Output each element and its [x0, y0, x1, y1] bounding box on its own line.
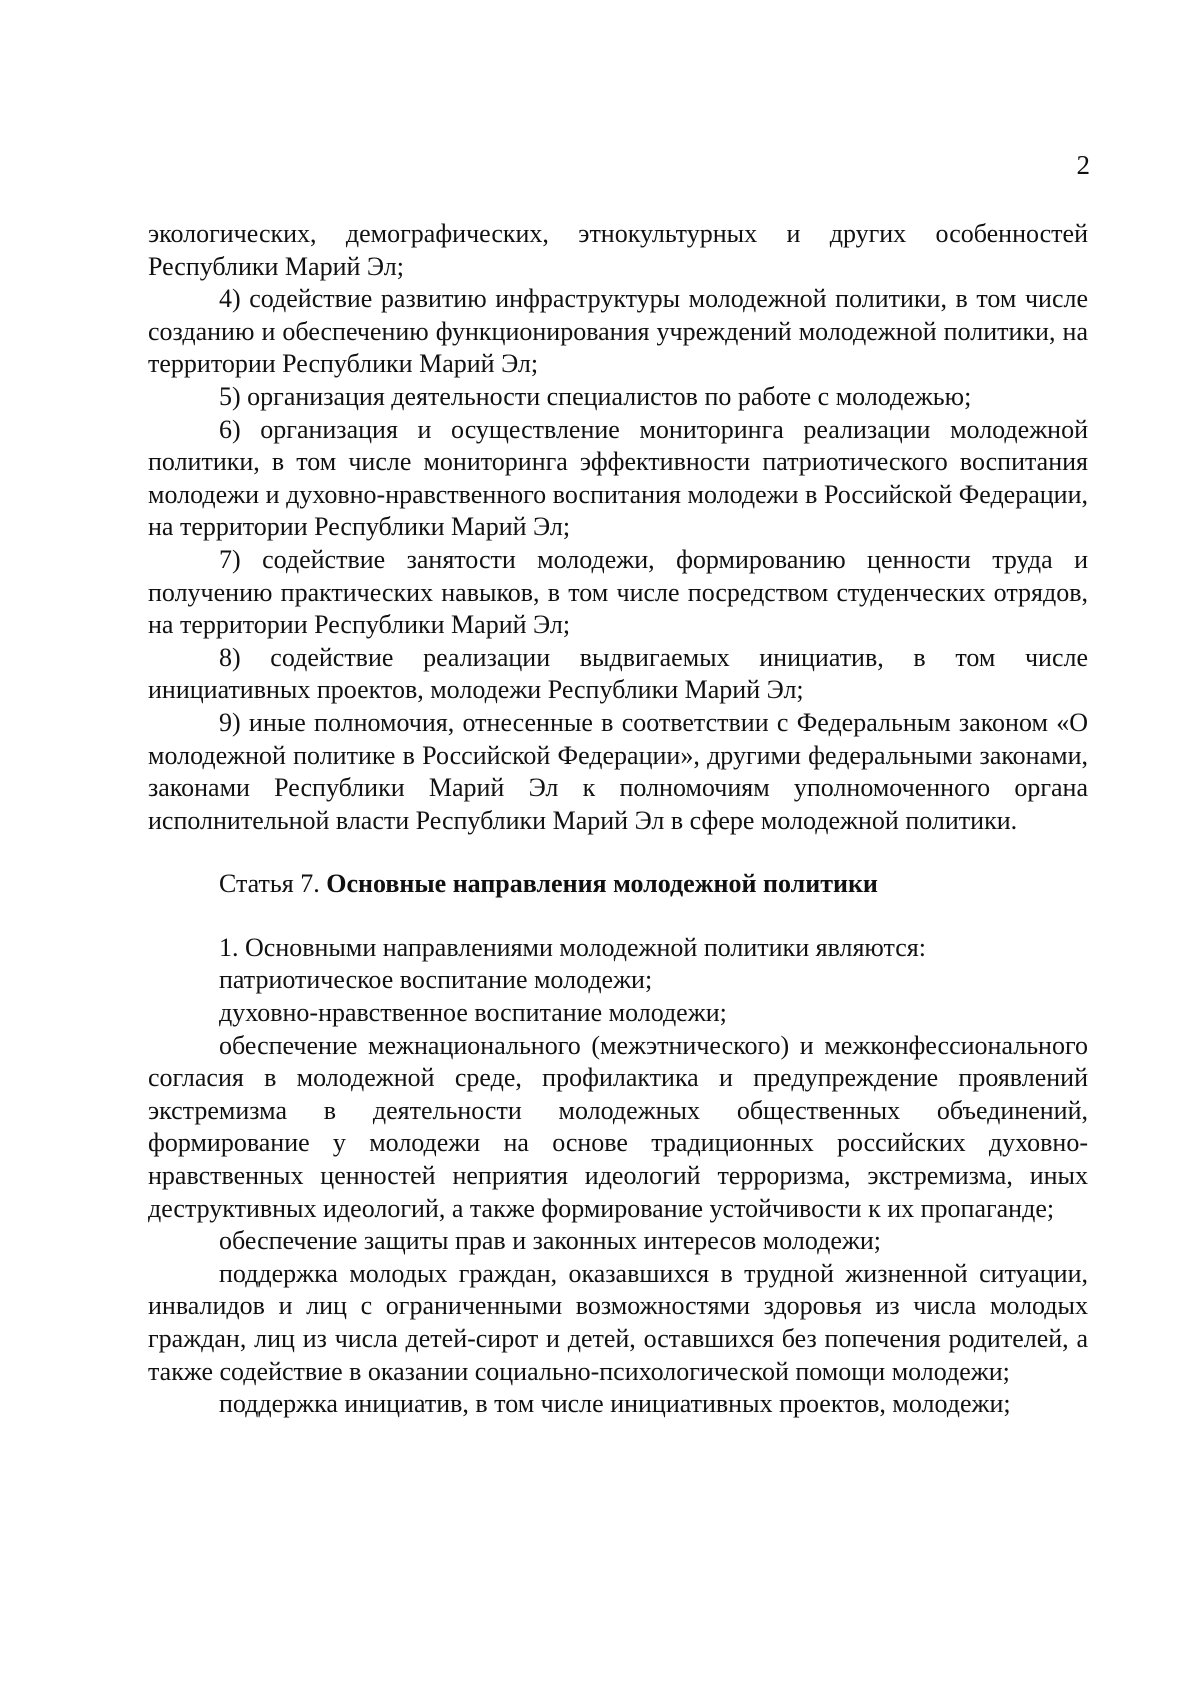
paragraph-direction-initiatives: поддержка инициатив, в том числе инициативных проектов, молодежи;: [219, 1389, 1011, 1419]
paragraph-item-5: 5) организация деятельности специалистов по работе с молодежью;: [219, 381, 972, 411]
paragraph-item-7: 7) содействие занятости молодежи, формированию ценности труда и получению практических навыков, в том числе посредством студенческих отрядов, на территории Республики Марий Эл;: [148, 544, 1088, 640]
paragraph-item-9: 9) иные полномочия, отнесенные в соответствии с Федеральным законом «О молодежной политике в Российской Федерации», другими федеральными законами, законами Республики Марий Эл к полномочиям уполномоченного органа исполнительной власти Республики Марий Эл в сфере молодежной политики.: [148, 707, 1088, 835]
paragraph-direction-harmony: обеспечение межнационального (межэтнического) и межконфессионального согласия в молодежной среде, профилактика и предупреждение проявлений экстремизма в деятельности молодежных общественных объединений, формирование у молодежи на основе традиционных российских духовно-нравственных ценностей неприятия идеологий терроризма, экстремизма, иных деструктивных идеологий, а также формирование устойчивости к их пропаганде;: [148, 1030, 1088, 1223]
paragraph-continuation: экологических, демографических, этнокультурных и других особенностей Республики Марий Эл;: [148, 219, 1088, 281]
paragraph-item-8: 8) содействие реализации выдвигаемых инициатив, в том числе инициативных проектов, молодежи Республики Марий Эл;: [148, 642, 1088, 705]
article-title: Основные направления молодежной политики: [326, 869, 878, 899]
paragraph-direction-spiritual: духовно-нравственное воспитание молодежи;: [219, 998, 727, 1028]
article-heading: [148, 868, 1088, 901]
paragraph-item-6: 6) организация и осуществление мониторинга реализации молодежной политики, в том числе мониторинга эффективности патриотического воспитания молодежи и духовно-нравственного воспитания молодежи в Российской Федерации, на территории Республики Марий Эл;: [148, 414, 1088, 542]
document-body: [148, 218, 1088, 1421]
page-number: 2: [1076, 150, 1090, 180]
article-label: Статья 7.: [219, 869, 327, 899]
paragraph-item-4: 4) содействие развитию инфраструктуры молодежной политики, в том числе созданию и обеспечению функционирования учреждений молодежной политики, на территории Республики Марий Эл;: [148, 284, 1088, 379]
paragraph-direction-patriotic: патриотическое воспитание молодежи;: [219, 965, 653, 995]
paragraph-direction-rights: обеспечение защиты прав и законных интересов молодежи;: [219, 1226, 881, 1256]
paragraph-article-intro: 1. Основными направлениями молодежной политики являются:: [219, 932, 926, 962]
paragraph-direction-support: поддержка молодых граждан, оказавшихся в трудной жизненной ситуации, инвалидов и лиц с ограниченными возможностями здоровья из числа молодых граждан, лиц из числа детей-сирот и детей, оставшихся без попечения родителей, а также содействие в оказании социально-психологической помощи молодежи;: [148, 1258, 1088, 1386]
